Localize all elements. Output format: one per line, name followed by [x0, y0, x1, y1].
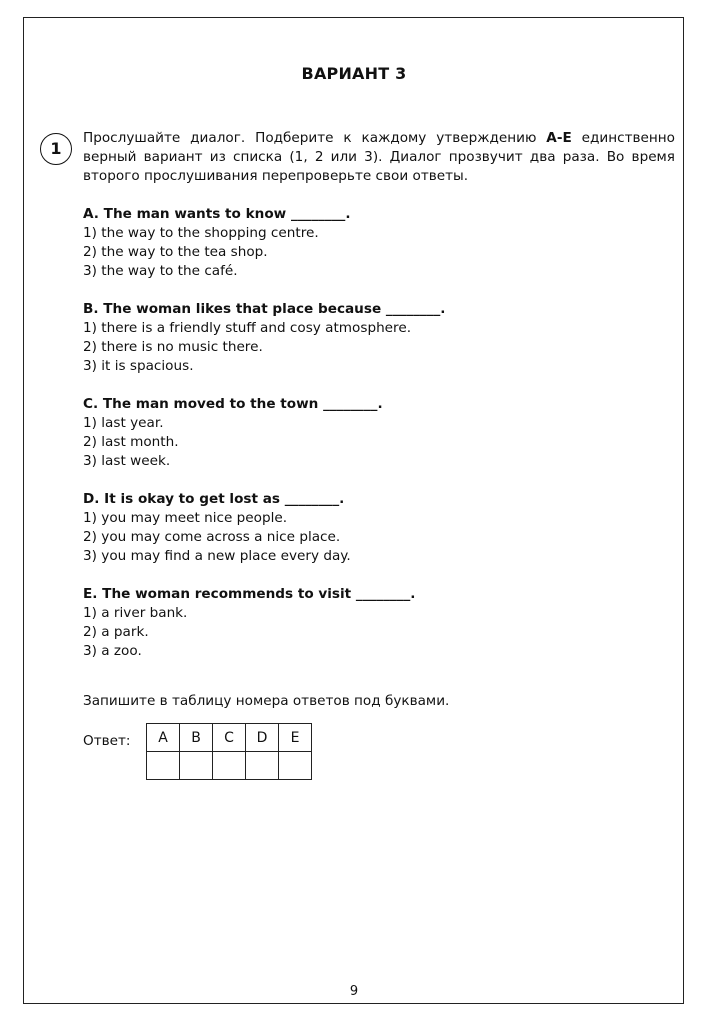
question-text: C. The man moved to the town ________. [83, 396, 383, 412]
answer-table-input-row [147, 752, 312, 780]
answer-option: 1) last year. [83, 415, 164, 431]
answer-cell-e[interactable] [279, 752, 312, 780]
answer-option: 3) a zoo. [83, 643, 142, 659]
answer-option: 3) you may find a new place every day. [83, 548, 351, 564]
answer-header-b: B [180, 724, 213, 752]
answer-header-d: D [246, 724, 279, 752]
answer-option: 2) you may come across a nice place. [83, 529, 341, 545]
answer-header-a: A [147, 724, 180, 752]
answer-option: 1) a river bank. [83, 605, 188, 621]
answer-option: 1) there is a friendly stuff and cosy atmosphere. [83, 320, 412, 336]
task-number-badge: 1 [40, 133, 72, 165]
answer-cell-b[interactable] [180, 752, 213, 780]
task-instruction [83, 129, 675, 186]
answer-option: 1) the way to the shopping centre. [83, 225, 319, 241]
answer-table [146, 723, 312, 780]
instruction-text-start: Прослушайте диалог. Подберите к каждому утверждению [83, 130, 547, 146]
answer-option: 2) the way to the tea shop. [83, 244, 268, 260]
answer-option: 2) a park. [83, 624, 149, 640]
answer-table-header-row [147, 724, 312, 752]
question-text: E. The woman recommends to visit ________. [83, 586, 416, 602]
answer-cell-c[interactable] [213, 752, 246, 780]
question-list [83, 205, 673, 680]
answer-option: 3) last week. [83, 453, 171, 469]
question-text: D. It is okay to get lost as ________. [83, 491, 345, 507]
answer-option: 3) it is spacious. [83, 358, 194, 374]
answer-header-e: E [279, 724, 312, 752]
question-text: A. The man wants to know ________. [83, 206, 351, 222]
answer-header-c: C [213, 724, 246, 752]
answer-label: Ответ: [83, 733, 131, 749]
question-b [83, 300, 673, 376]
question-e [83, 585, 673, 661]
question-text: B. The woman likes that place because ________. [83, 301, 446, 317]
answer-option: 1) you may meet nice people. [83, 510, 288, 526]
answer-cell-a[interactable] [147, 752, 180, 780]
page-number: 9 [349, 984, 359, 999]
question-c [83, 395, 673, 471]
answer-option: 2) there is no music there. [83, 339, 263, 355]
question-a [83, 205, 673, 281]
instruction-letters-range: A-E [546, 130, 572, 146]
question-d [83, 490, 673, 566]
variant-title: ВАРИАНТ 3 [301, 64, 407, 83]
answer-cell-d[interactable] [246, 752, 279, 780]
answer-option: 3) the way to the café. [83, 263, 238, 279]
answer-option: 2) last month. [83, 434, 179, 450]
instruction-text-end: единственно верный вариант из списка (1, 2 или 3). Диалог прозвучит два раза. Во время второго прослушивания перепроверьте свои ответы. [83, 130, 675, 184]
table-instruction: Запишите в таблицу номера ответов под буквами. [83, 693, 450, 709]
